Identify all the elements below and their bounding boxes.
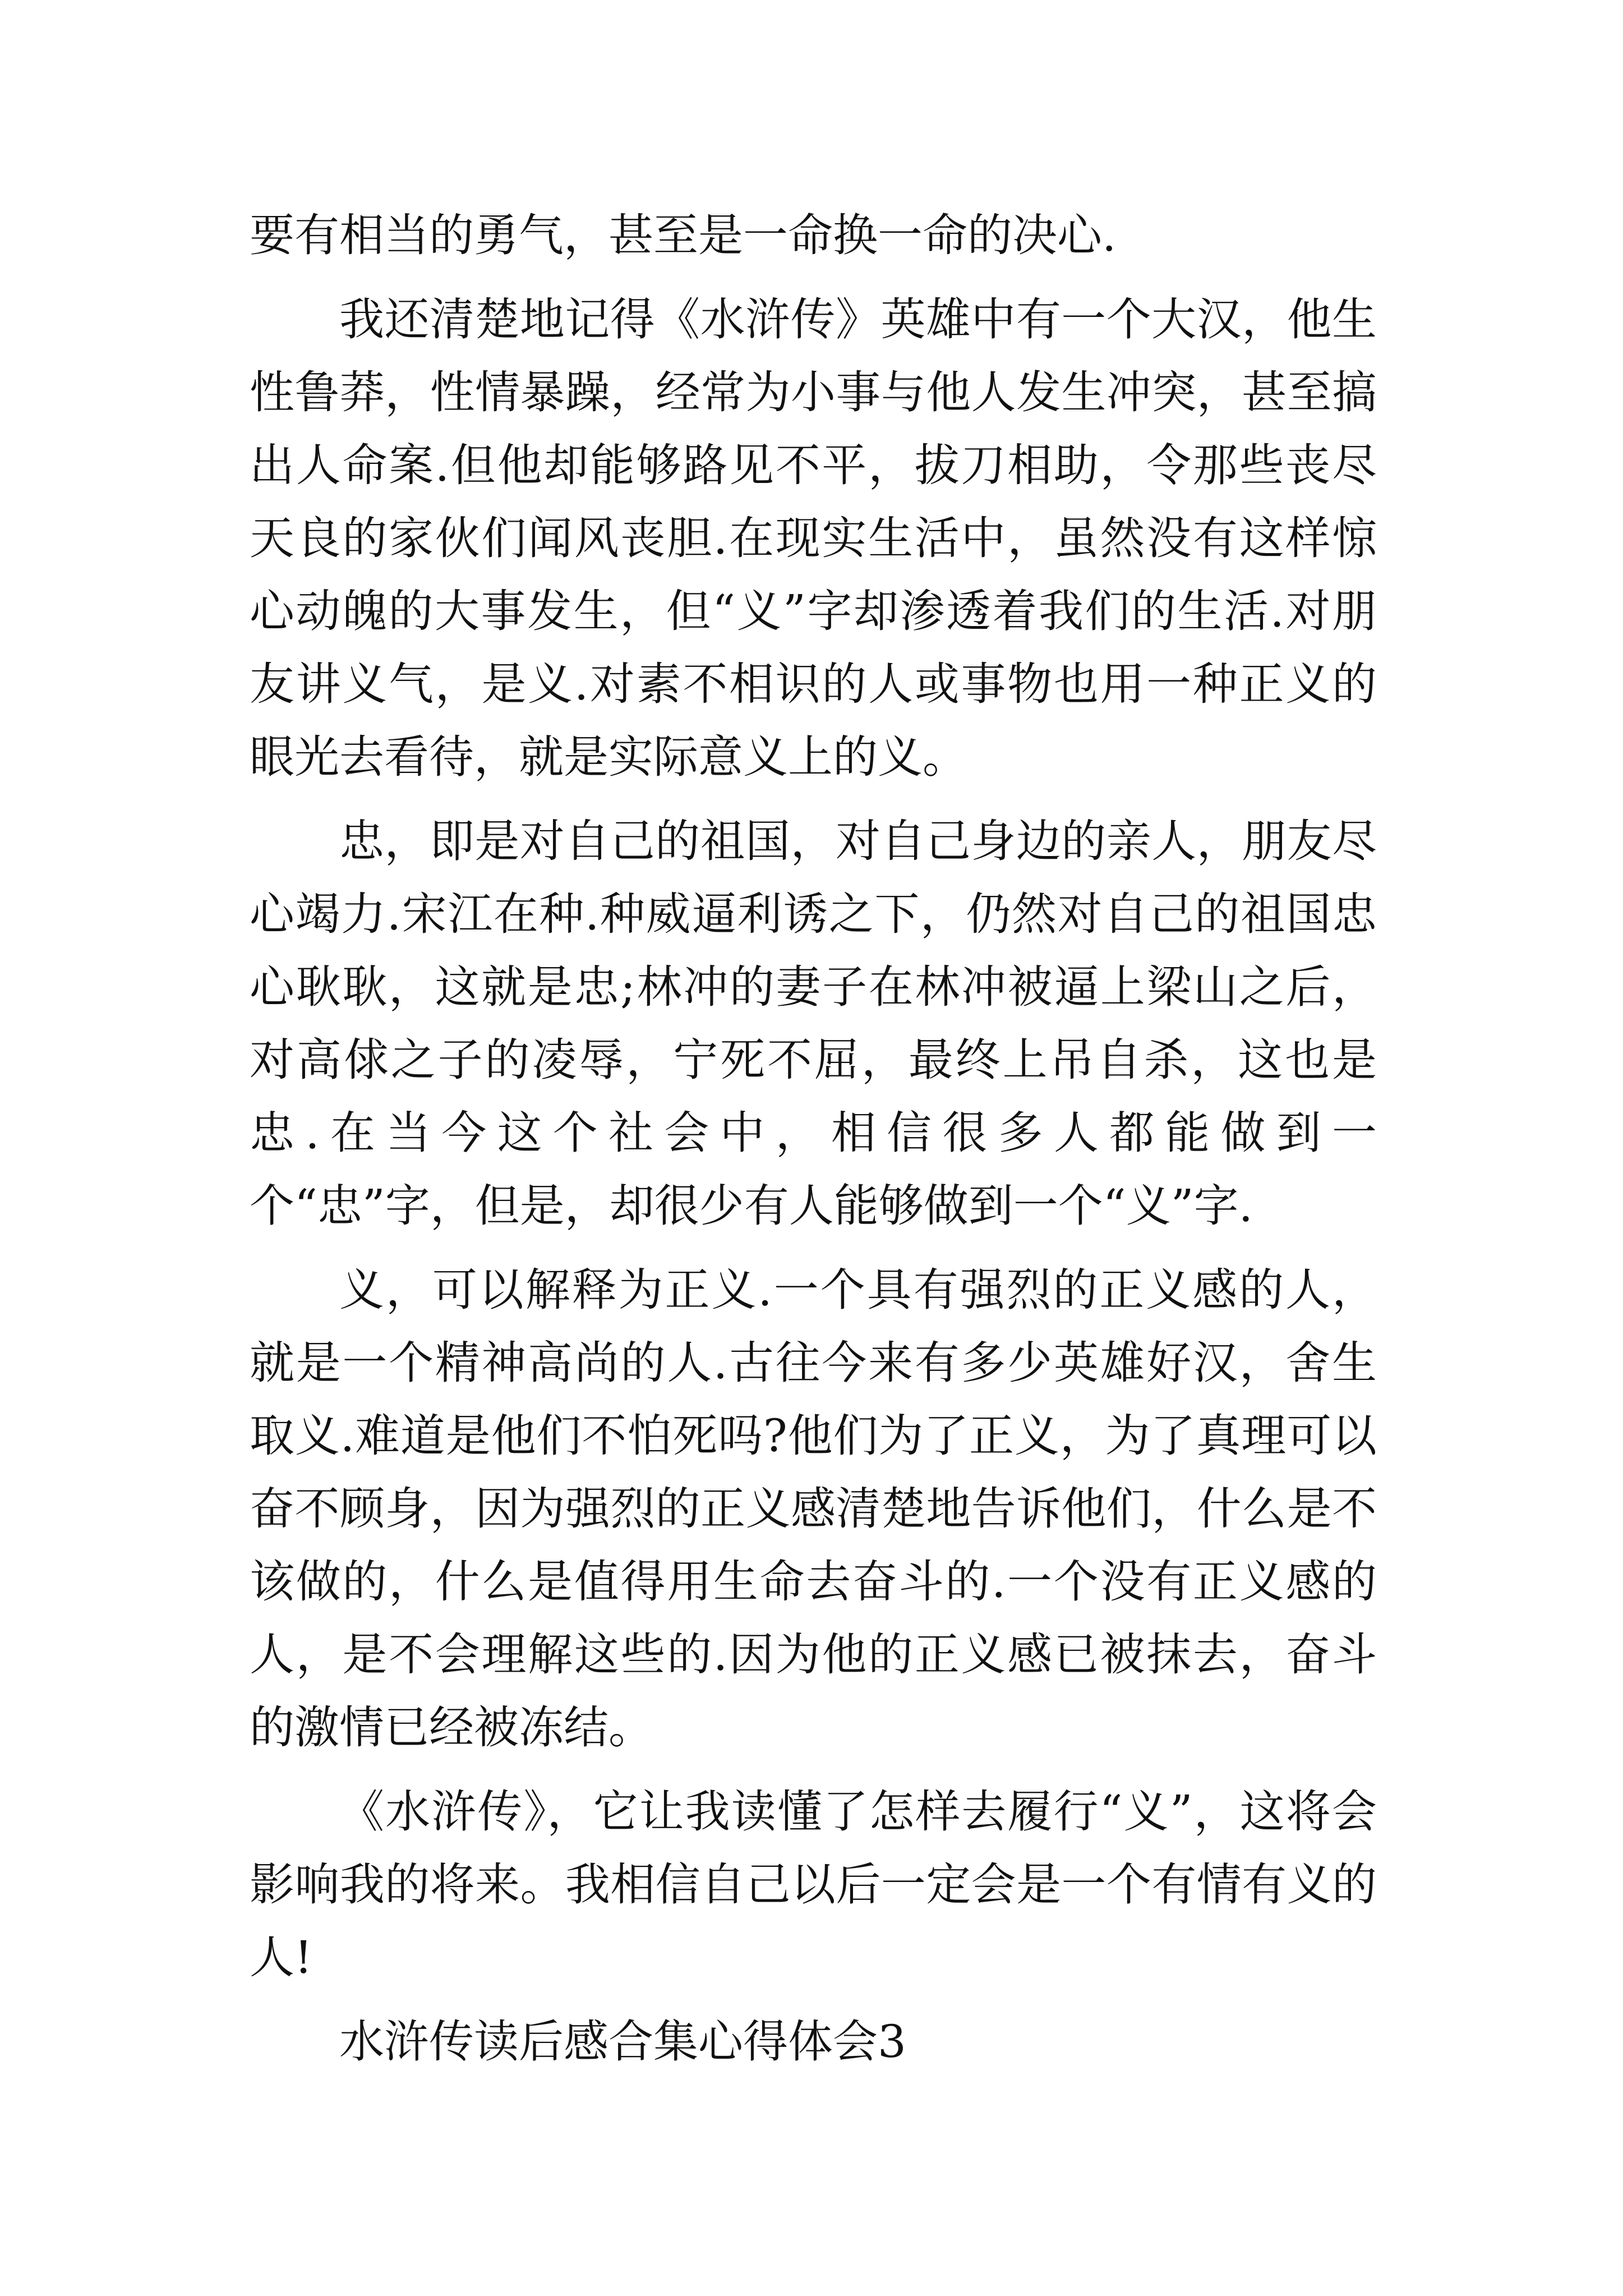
paragraph-zhong: 忠，即是对自己的祖国，对自己身边的亲人，朋友尽心竭力.宋江在种.种威逼利诱之下，仍然对自己的祖国忠心耿耿，这就是忠;林冲的妻子在林冲被逼上梁山之后，对高俅之子的凌辱，宁死不屈，最终上吊自杀，这也是忠.在当今这个社会中，相信很多人都能做到一个“忠”字，但是，却很少有人能够做到一个“义”字. [250, 815, 1377, 1232]
document-body [250, 199, 1377, 2078]
section-heading: 水浒传读后感合集心得体会3 [339, 2016, 906, 2068]
paragraph-conclusion: 《水浒传》，它让我读懂了怎样去履行“义”，这将会影响我的将来。我相信自己以后一定会是一个有情有义的人! [250, 1786, 1377, 1984]
paragraph-yi-hero: 我还清楚地记得《水浒传》英雄中有一个大汉，他生性鲁莽，性情暴躁，经常为小事与他人发生冲突，甚至搞出人命案.但他却能够路见不平，拔刀相助，令那些丧尽天良的家伙们闻风丧胆.在现实生活中，虽然没有这样惊心动魄的大事发生，但“义”字却渗透着我们的生活.对朋友讲义气，是义.对素不相识的人或事物也用一种正义的眼光去看待，就是实际意义上的义。 [250, 293, 1377, 783]
paragraph-continuation: 要有相当的勇气，甚至是一命换一命的决心. [250, 209, 1117, 261]
paragraph-yi-justice: 义，可以解释为正义.一个具有强烈的正义感的人，就是一个精神高尚的人.古往今来有多少英雄好汉，舍生取义.难道是他们不怕死吗?他们为了正义，为了真理可以奋不顾身，因为强烈的正义感清楚地告诉他们，什么是不该做的，什么是值得用生命去奋斗的.一个没有正义感的人，是不会理解这些的.因为他的正义感已被抹去，奋斗的激情已经被冻结。 [250, 1264, 1377, 1754]
